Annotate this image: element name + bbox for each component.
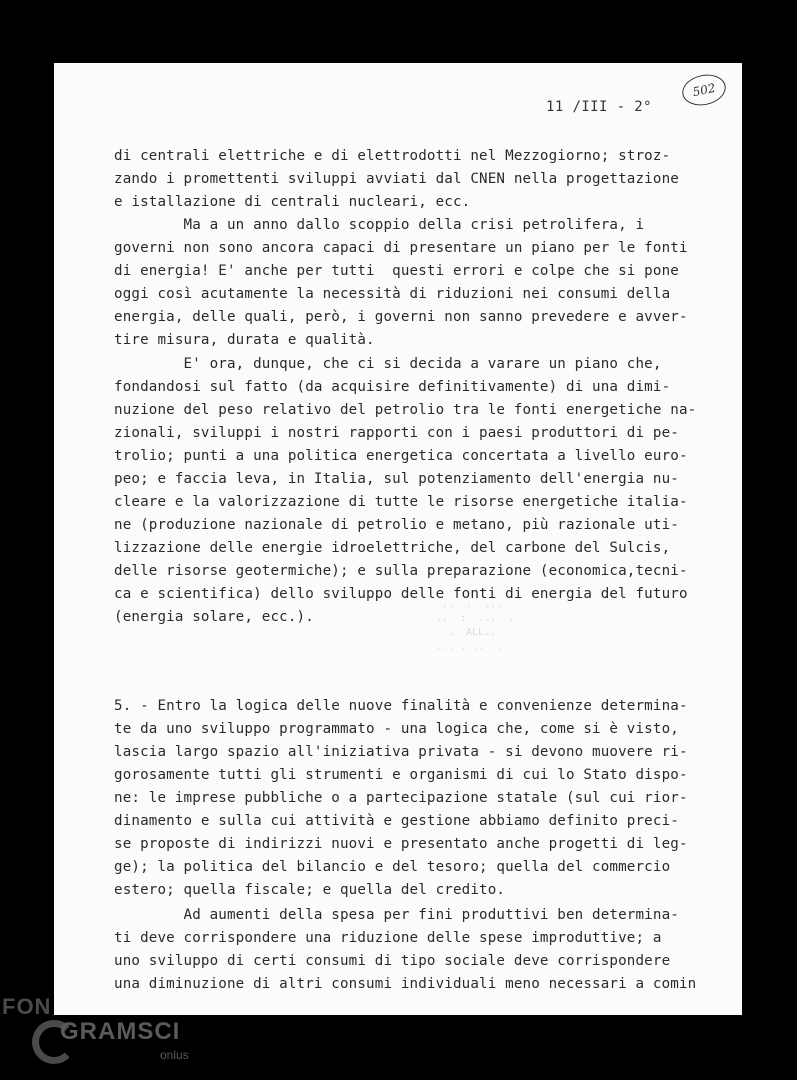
text-line: 5. - Entro la logica delle nuove finalità e convenienze determina-	[114, 698, 688, 714]
text-line: te da uno sviluppo programmato - una logica che, come si è visto,	[114, 721, 679, 737]
page-reference: 11 /III - 2°	[546, 99, 652, 115]
text-line: se proposte di indirizzi nuovi e presentato anche progetti di leg-	[114, 836, 688, 852]
text-line: nuzione del peso relativo del petrolio tra le fonti energetiche na-	[114, 402, 697, 418]
text-line: di centrali elettriche e di elettrodotti nel Mezzogiorno; stroz-	[114, 148, 671, 164]
text-line: ne: le imprese pubbliche o a partecipazione statale (sul cui rior-	[114, 790, 688, 806]
watermark-onlus-text: onlus	[160, 1048, 189, 1062]
text-line: E' ora, dunque, che ci si decida a varare un piano che,	[114, 356, 662, 372]
text-line: ti deve corrispondere una riduzione delle spese improduttive; a	[114, 930, 662, 946]
text-line: ca e scientifica) dello sviluppo delle fonti di energia del futuro	[114, 586, 688, 602]
watermark-gramsci-text: GRAMSCI	[60, 1018, 181, 1045]
text-line: Ma a un anno dallo scoppio della crisi petrolifera, i	[114, 217, 645, 233]
text-line: lizzazione delle energie idroelettriche, del carbone del Sulcis,	[114, 540, 671, 556]
text-line: trolio; punti a una politica energetica concertata a livello euro-	[114, 448, 688, 464]
text-line: oggi così acutamente la necessità di riduzioni nei consumi della	[114, 286, 671, 302]
text-line: lascia largo spazio all'iniziativa privata - si devono muovere ri-	[114, 744, 688, 760]
text-line: di energia! E' anche per tutti questi errori e colpe che si pone	[114, 263, 679, 279]
text-line: fondandosi sul fatto (da acquisire definitivamente) di una dimi-	[114, 379, 671, 395]
text-line: zionali, sviluppi i nostri rapporti con i paesi produttori di pe-	[114, 425, 679, 441]
text-line: governi non sono ancora capaci di presentare un piano per le fonti	[114, 240, 688, 256]
document-page	[54, 63, 742, 1015]
text-line: zando i promettenti sviluppi avviati dal CNEN nella progettazione	[114, 171, 679, 187]
bleed-through-text: .. . ... .. : ... . . ALL.. ... . .. .	[436, 599, 515, 652]
text-line: ge); la politica del bilancio e del tesoro; quella del commercio	[114, 859, 671, 875]
watermark-fon-text: FON	[2, 994, 52, 1019]
page-number-stamp: 502	[679, 71, 728, 109]
text-line: dinamento e sulla cui attività e gestione abbiamo definito preci-	[114, 813, 679, 829]
text-line: delle risorse geotermiche); e sulla preparazione (economica,tecni-	[114, 563, 688, 579]
text-line: e istallazione di centrali nucleari, ecc.	[114, 194, 471, 210]
text-line: una diminuzione di altri consumi individuali meno necessari a comin	[114, 976, 697, 992]
text-line: estero; quella fiscale; e quella del credito.	[114, 882, 506, 898]
text-line: tire misura, durata e qualità.	[114, 332, 375, 348]
text-line: Ad aumenti della spesa per fini produttivi ben determina-	[114, 907, 679, 923]
fondazione-gramsci-watermark	[0, 990, 200, 1080]
text-line: energia, delle quali, però, i governi non sanno prevedere e avver-	[114, 309, 688, 325]
text-line: gorosamente tutti gli strumenti e organismi di cui lo Stato dispo-	[114, 767, 688, 783]
text-line: (energia solare, ecc.).	[114, 609, 314, 625]
text-line: ne (produzione nazionale di petrolio e metano, più razionale uti-	[114, 517, 679, 533]
text-line: uno sviluppo di certi consumi di tipo sociale deve corrispondere	[114, 953, 671, 969]
text-line: peo; e faccia leva, in Italia, sul potenziamento dell'energia nu-	[114, 471, 679, 487]
text-line: cleare e la valorizzazione di tutte le risorse energetiche italia-	[114, 494, 688, 510]
